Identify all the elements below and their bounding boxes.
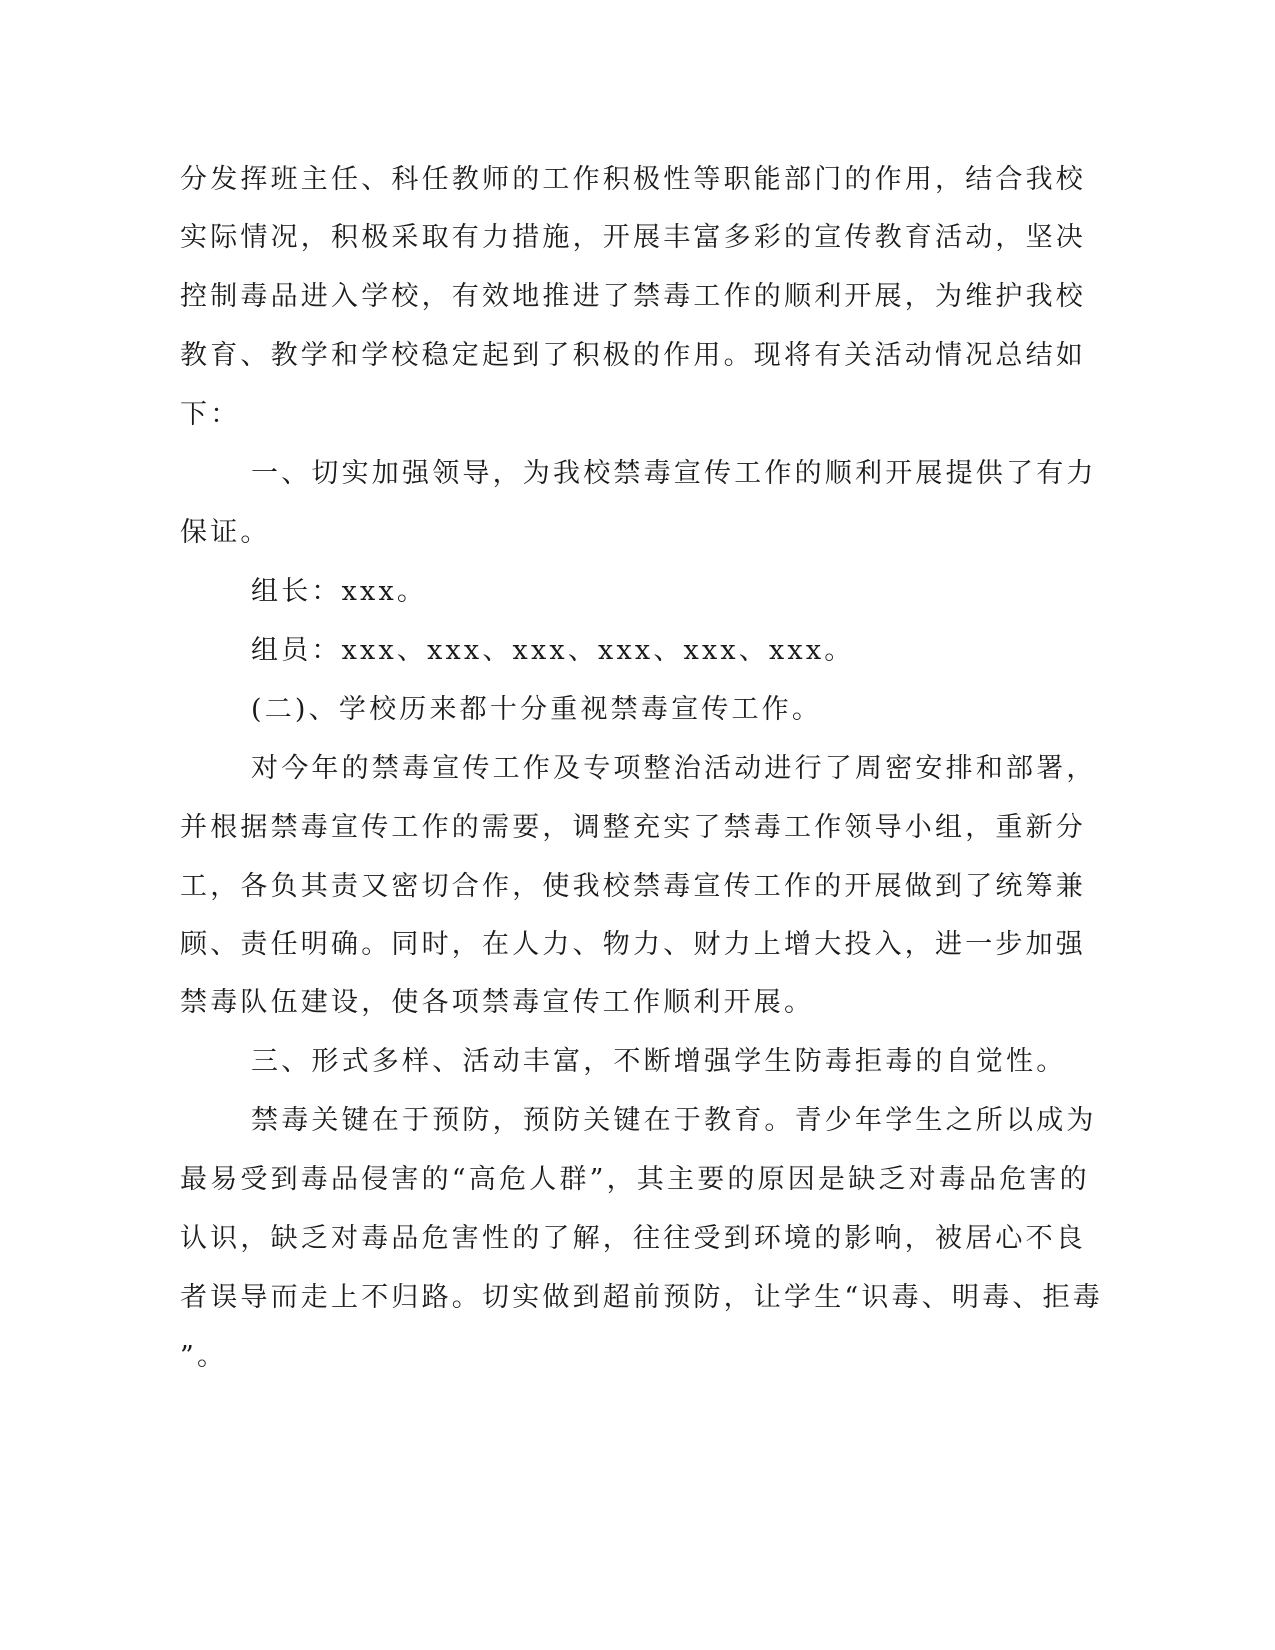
text-line: 下： xyxy=(180,399,241,430)
text-line: 顾、责任明确。同时，在人力、物力、财力上增大投入，进一步加强 xyxy=(180,929,1086,960)
text-line: 禁毒关键在于预防，预防关键在于教育。青少年学生之所以成为 xyxy=(251,1105,1097,1136)
team-members: 组员：xxx、xxx、xxx、xxx、xxx、xxx。 xyxy=(251,635,855,666)
team-leader: 组长：xxx。 xyxy=(251,576,428,607)
text-line: 并根据禁毒宣传工作的需要，调整充实了禁毒工作领导小组，重新分 xyxy=(180,812,1086,843)
text-line: 实际情况，积极采取有力措施，开展丰富多彩的宣传教育活动，坚决 xyxy=(180,222,1086,253)
text-line: 禁毒队伍建设，使各项禁毒宣传工作顺利开展。 xyxy=(180,987,815,1018)
text-line: 教育、教学和学校稳定起到了积极的作用。现将有关活动情况总结如 xyxy=(180,340,1086,371)
text-line: 最易受到毒品侵害的“高危人群”，其主要的原因是缺乏对毒品危害的 xyxy=(180,1164,1090,1195)
section-heading: (二)、学校历来都十分重视禁毒宣传工作。 xyxy=(251,694,823,725)
section-heading: 一、切实加强领导，为我校禁毒宣传工作的顺利开展提供了有力 xyxy=(251,458,1097,489)
section-heading: 三、形式多样、活动丰富，不断增强学生防毒拒毒的自觉性。 xyxy=(251,1046,1067,1077)
text-line: 控制毒品进入学校，有效地推进了禁毒工作的顺利开展，为维护我校 xyxy=(180,281,1086,312)
text-line: 分发挥班主任、科任教师的工作积极性等职能部门的作用，结合我校 xyxy=(180,164,1086,195)
text-line: 对今年的禁毒宣传工作及专项整治活动进行了周密安排和部署， xyxy=(251,753,1097,784)
text-line: ”。 xyxy=(180,1341,228,1372)
text-line: 者误导而走上不归路。切实做到超前预防，让学生“识毒、明毒、拒毒 xyxy=(180,1282,1104,1313)
text-line: 保证。 xyxy=(180,517,271,548)
text-line: 认识，缺乏对毒品危害性的了解，往往受到环境的影响，被居心不良 xyxy=(180,1223,1086,1254)
text-line: 工，各负其责又密切合作，使我校禁毒宣传工作的开展做到了统筹兼 xyxy=(180,871,1086,902)
